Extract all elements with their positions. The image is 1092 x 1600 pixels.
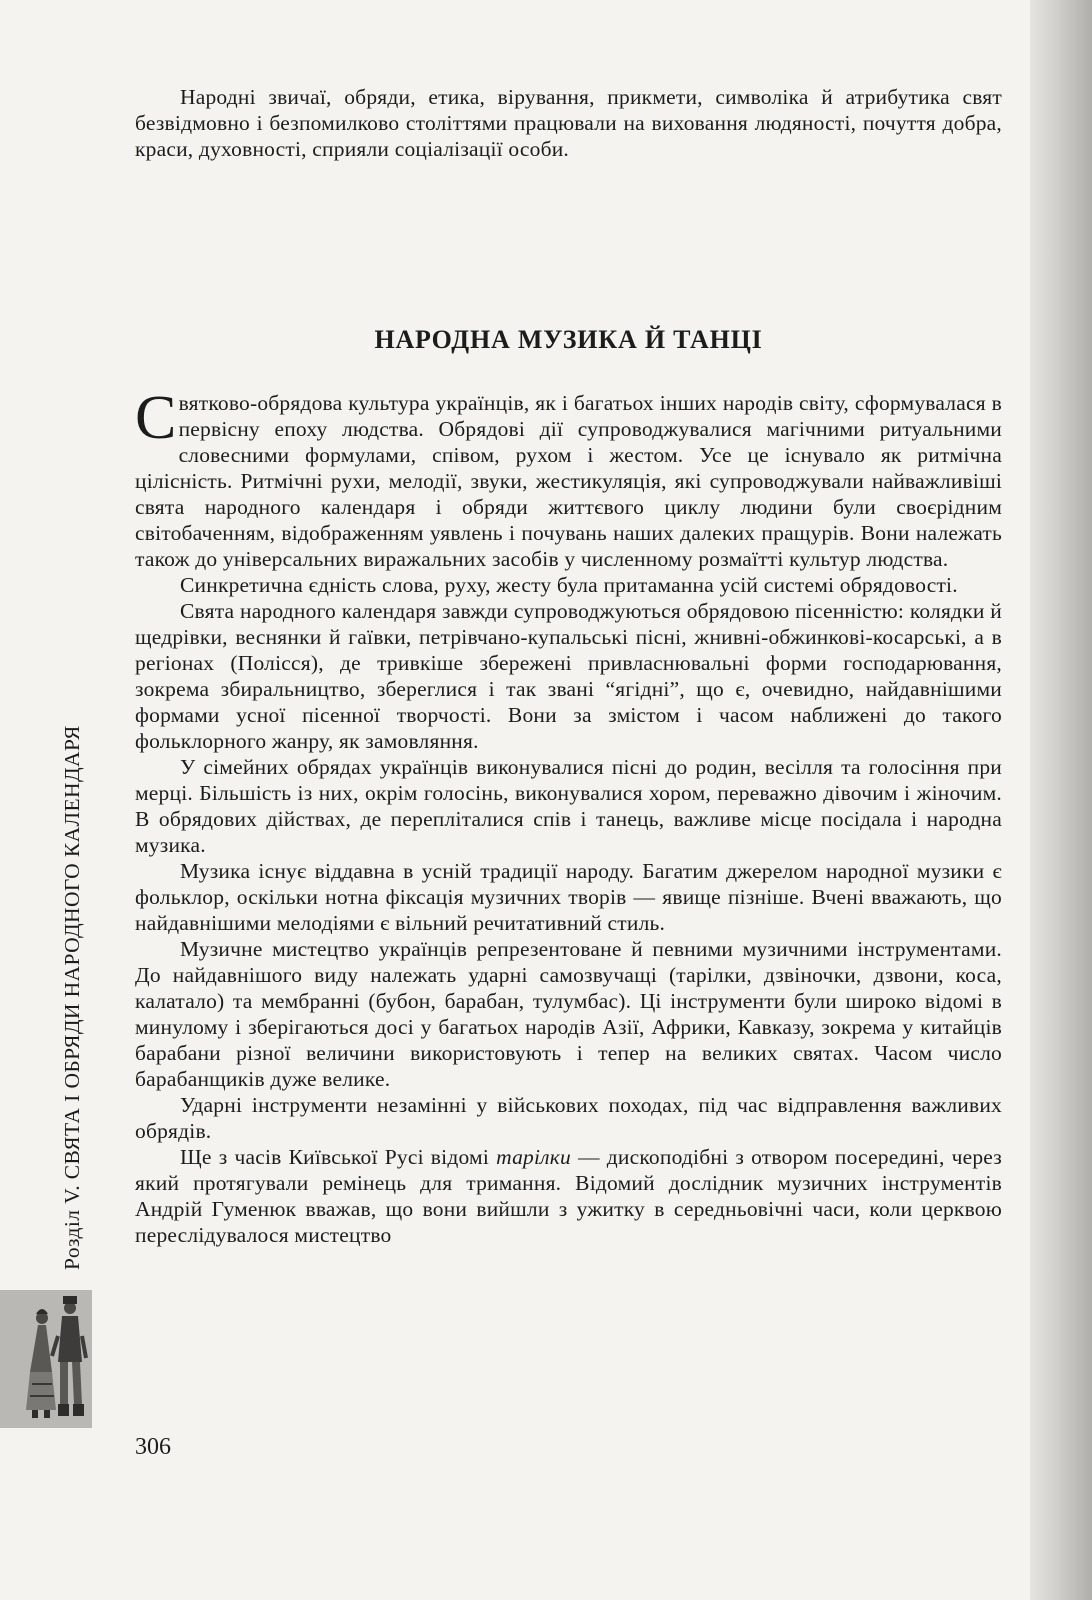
last-paragraph-after: — дископодібні з отвором посередині, через який протягували ремінець для тримання. Відомий дослідник музичних інструментів Андрій Гуменюк вважав, що вони вийшли з ужитку в середньовічні часи, коли церквою переслідувалося мистецтво [135,1145,1002,1247]
paragraph: Свята народного календаря завжди супроводжуються обрядовою пісенністю: колядки й щедрівки, веснянки й гаївки, петрівчано-купальські пісні, жнивні-обжинкові-косарські, а в регіонах (Полісся), де тривкіше збережені привласнювальні форми господарювання, зокрема збиральництво, збереглися і так звані “ягідні”, що є, очевидно, найдавнішими формами усної пісенної творчості. Вони за змістом і часом наближені до такого фольклорного жанру, як замовляння. [135,599,1002,753]
folk-couple-illustration-icon [22,1292,92,1424]
first-paragraph [135,384,1002,572]
last-paragraph-before: Ще з часів Київської Русі відомі [180,1145,497,1169]
italic-term: тарілки [496,1145,571,1169]
chapter-side-caption: Розділ V. СВЯТА І ОБРЯДИ НАРОДНОГО КАЛЕНДАРЯ [60,725,84,1270]
drop-cap: С [135,384,177,452]
paragraph: Ударні інструменти незамінні у військових походах, під час відправлення важливих обрядів. [135,1093,1002,1143]
page-number: 306 [135,1434,171,1460]
page-gutter-shadow [1030,0,1092,1600]
section-title: НАРОДНА МУЗИКА Й ТАНЦІ [374,325,763,354]
first-paragraph-text: вятково-обрядова культура українців, як і багатьох інших народів світу, сформувалася в первісну епоху людства. Обрядові дії супроводжувалися магічними ритуальними словесними формулами, співом, рухом і жестом. Усе це існувало як ритмічна цілісність. Ритмічні рухи, мелодії, звуки, жестикуляція, які супроводжували найважливіші свята народного календаря і обряди життєвого циклу людини були своєрідним світобаченням, відображенням уявлень і почувань наших далеких пращурів. Вони належать також до універсальних виражальних засобів у численному розмаїтті культур людства. [135,391,1002,571]
paragraph: Музика існує віддавна в усній традиції народу. Багатим джерелом народної музики є фольклор, оскільки нотна фіксація музичних творів — явище пізніше. Вчені вважають, що найдавнішими мелодіями є вільний речитативний стиль. [135,859,1002,935]
intro-paragraph: Народні звичаї, обряди, етика, вірування, прикмети, символіка й атрибутика свят безвідмовно і безпомилково століттями працювали на виховання людяності, почуття добра, краси, духовності, сприяли соціалізації особи. [135,85,1002,161]
paragraph: Синкретична єдність слова, руху, жесту була притаманна усій системі обрядовості. [180,573,958,597]
paragraph: Музичне мистецтво українців репрезентоване й певними музичними інструментами. До найдавнішого виду належать ударні самозвучащі (тарілки, дзвіночки, дзвони, коса, калатало) та мембранні (бубон, барабан, тулумбас). Ці інструменти були широко відомі в минулому і зберігаються досі у багатьох народів Азії, Африки, Кавказу, зокрема у китайців барабани різної величини використовують і тепер на великих святах. Часом число барабанщиків дуже велике. [135,937,1002,1091]
paragraph: У сімейних обрядах українців виконувалися пісні до родин, весілля та голосіння при мерці. Більшість із них, окрім голосінь, виконувалися хором, переважно дівочим і жіночим. В обрядових дійствах, де перепліталися спів і танець, важливе місце посідала і народна музика. [135,755,1002,857]
main-text [135,384,1002,1248]
last-paragraph [135,1144,1002,1248]
